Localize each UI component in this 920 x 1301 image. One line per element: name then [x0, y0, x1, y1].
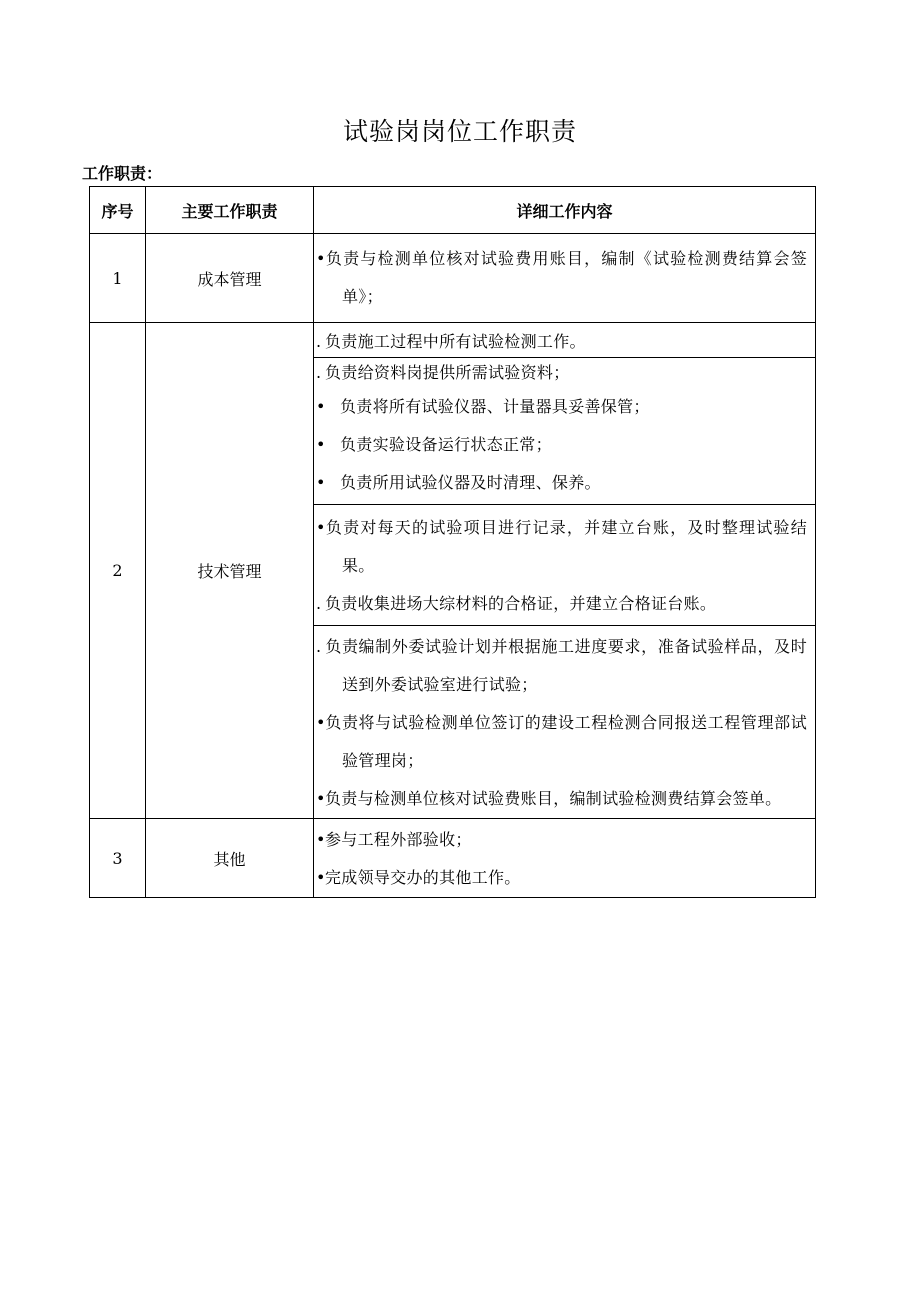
detail-block [314, 358, 815, 505]
detail-text: 负责收集进场大综材料的合格证，并建立合格证台账。 [325, 594, 717, 613]
detail-item [316, 240, 807, 316]
table-header-row [90, 187, 816, 234]
bullet-mark: . [316, 594, 322, 613]
detail-block [314, 505, 815, 626]
row-detail [314, 819, 816, 898]
detail-text: 负责所用试验仪器及时清理、保养。 [340, 473, 601, 492]
detail-item [316, 704, 807, 780]
detail-item [316, 388, 807, 426]
bullet-mark: • [316, 249, 326, 268]
row-detail [314, 323, 816, 819]
detail-text: 负责将所有试验仪器、计量器具妥善保管； [340, 397, 650, 416]
detail-item [316, 821, 807, 859]
bullet-mark: • [316, 518, 326, 537]
detail-text: 负责实验设备运行状态正常； [340, 435, 552, 454]
detail-text: 完成领导交办的其他工作。 [325, 868, 521, 887]
bullet-mark: • [316, 830, 326, 849]
detail-item [316, 464, 807, 502]
detail-block [314, 323, 815, 358]
row-number: 1 [90, 234, 146, 323]
detail-text: 负责施工过程中所有试验检测工作。 [325, 332, 586, 351]
table-row [90, 323, 816, 819]
detail-item [316, 585, 807, 623]
bullet-mark: • [316, 473, 326, 492]
detail-item [316, 426, 807, 464]
table-row [90, 819, 816, 898]
detail-text: 负责将与试验检测单位签订的建设工程检测合同报送工程管理部试验管理岗； [325, 713, 807, 770]
detail-item [316, 358, 807, 388]
detail-text: 负责给资料岗提供所需试验资料； [325, 363, 570, 382]
bullet-mark: . [316, 363, 322, 382]
table-row [90, 234, 816, 323]
bullet-mark: • [316, 397, 326, 416]
header-number: 序号 [90, 187, 146, 234]
bullet-mark: • [316, 713, 326, 732]
row-detail [314, 234, 816, 323]
row-category: 技术管理 [146, 323, 314, 819]
detail-item [316, 628, 807, 704]
row-category: 其他 [146, 819, 314, 898]
section-label: 工作职责： [82, 164, 163, 183]
row-number: 3 [90, 819, 146, 898]
bullet-mark: • [316, 435, 326, 454]
detail-item [316, 509, 807, 585]
bullet-mark: • [316, 789, 326, 808]
bullet-mark: . [316, 637, 322, 656]
detail-text: 负责与检测单位核对试验费用账目，编制《试验检测费结算会签单》； [325, 249, 807, 306]
detail-item [316, 327, 807, 357]
detail-block [314, 234, 815, 322]
duties-table [89, 186, 816, 898]
detail-block [314, 819, 815, 897]
header-main-duty: 主要工作职责 [146, 187, 314, 234]
document-title: 试验岗岗位工作职责 [342, 117, 577, 146]
detail-text: 负责与检测单位核对试验费账目，编制试验检测费结算会签单。 [325, 789, 782, 808]
detail-item [316, 859, 807, 897]
bullet-mark: • [316, 868, 326, 887]
row-number: 2 [90, 323, 146, 819]
detail-item [316, 780, 807, 818]
header-detail: 详细工作内容 [314, 187, 816, 234]
detail-block [314, 626, 815, 818]
detail-text: 参与工程外部验收； [325, 830, 472, 849]
bullet-mark: . [316, 332, 322, 351]
detail-text: 负责编制外委试验计划并根据施工进度要求，准备试验样品，及时送到外委试验室进行试验； [325, 637, 807, 694]
row-category: 成本管理 [146, 234, 314, 323]
detail-text: 负责对每天的试验项目进行记录，并建立台账，及时整理试验结果。 [325, 518, 807, 575]
